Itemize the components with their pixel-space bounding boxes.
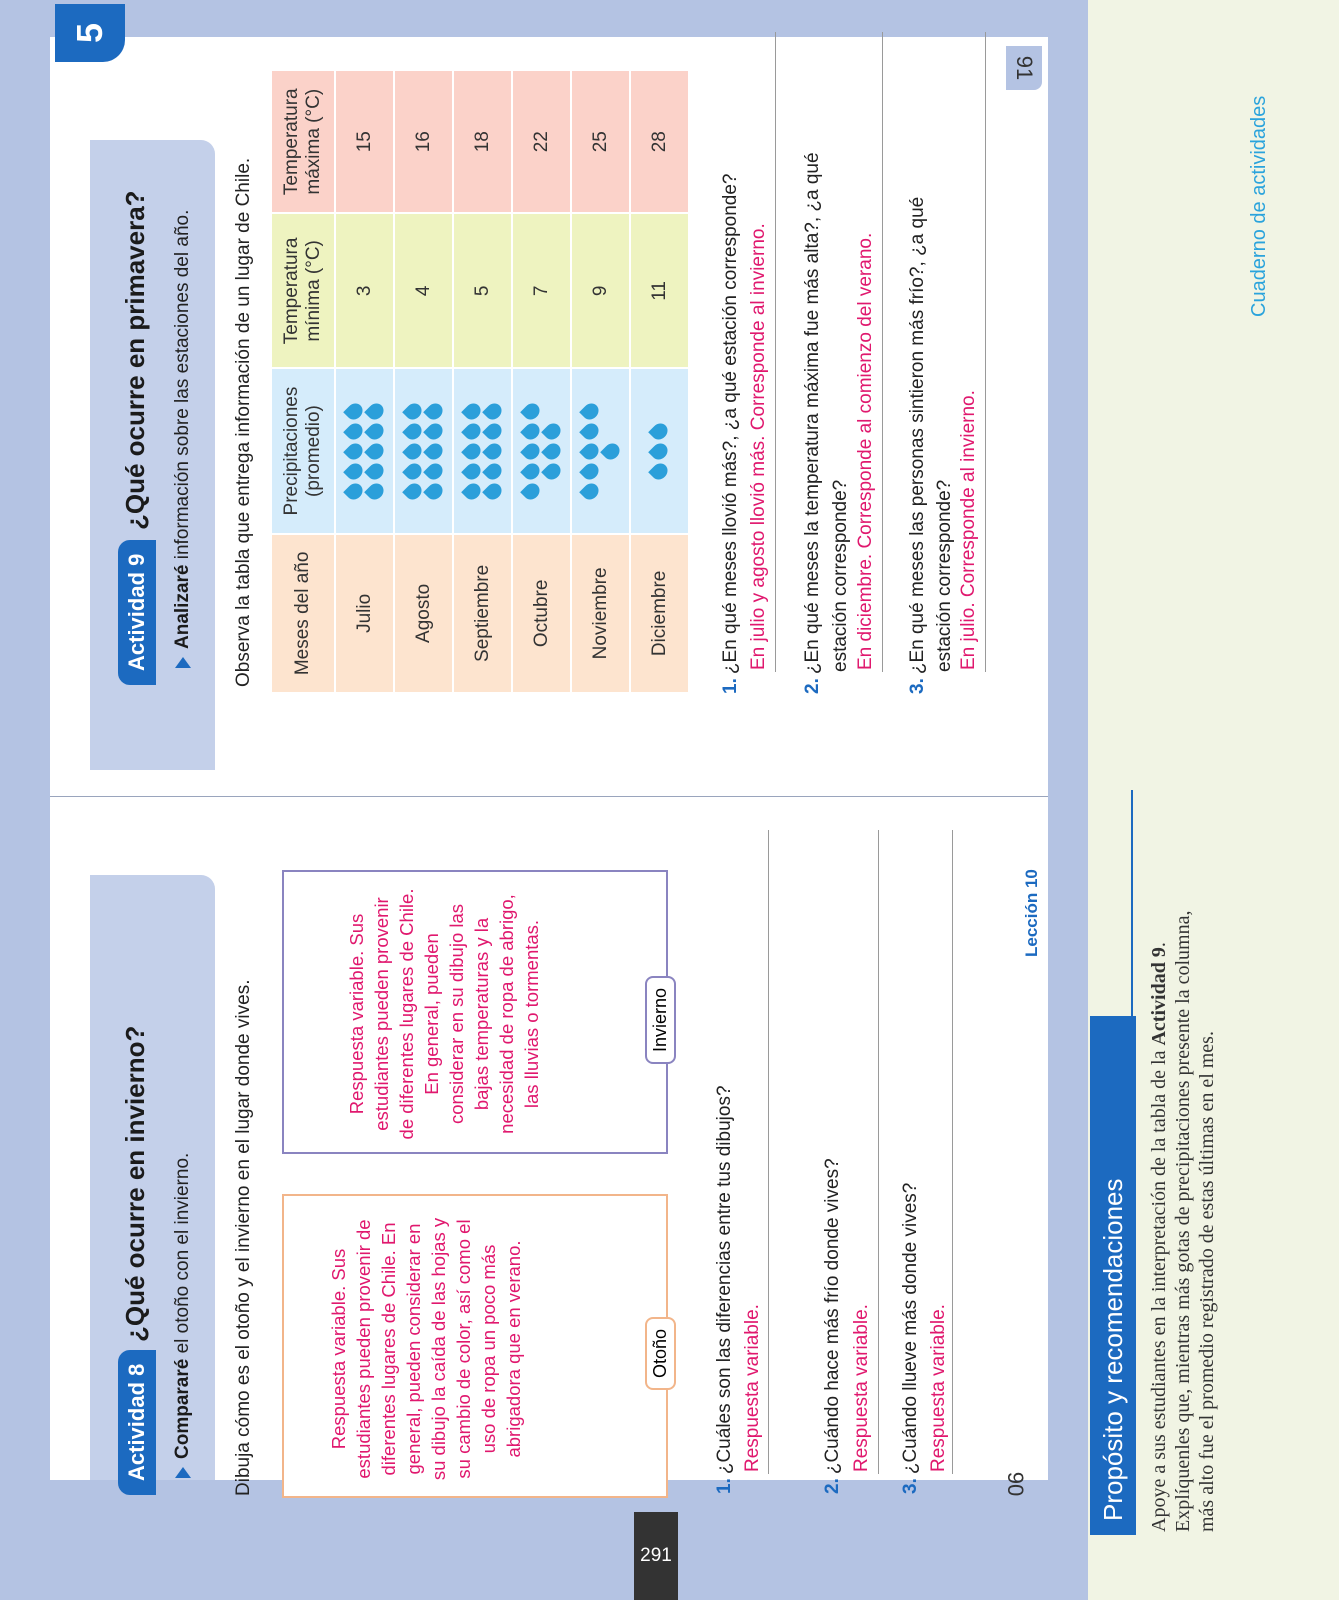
raindrop-icon: [579, 440, 602, 463]
table-body: [335, 70, 689, 692]
left-answer-1[interactable]: Respuesta variable.: [742, 1304, 763, 1472]
drops-group: [651, 401, 668, 501]
min-temp-cell: 7: [512, 213, 571, 368]
raindrop-icon: [579, 480, 602, 503]
precipitation-cell: [335, 368, 394, 533]
raindrop-icon: [423, 400, 446, 423]
raindrop-icon: [343, 440, 366, 463]
raindrop-icon: [461, 420, 484, 443]
right-question-2: 2.¿En qué meses la temperatura máxima fue más alta?, ¿a qué: [802, 152, 823, 694]
raindrop-icon: [579, 400, 602, 423]
raindrop-icon: [579, 420, 602, 443]
book-page-number-wrap: [634, 1512, 678, 1600]
precipitation-cell: [630, 368, 689, 533]
raindrop-icon: [402, 400, 425, 423]
purpose-heading: Propósito y recomendaciones: [1090, 1016, 1136, 1535]
invierno-label: Invierno: [645, 976, 676, 1064]
raindrop-icon: [482, 480, 505, 503]
purpose-line-1: Apoye a sus estudiantes en la interpretación de la tabla de la Actividad 9.: [1148, 942, 1170, 1532]
max-temp-cell: 25: [571, 70, 630, 213]
raindrop-icon: [364, 400, 387, 423]
purpose-line-3: más alto fue el promedio registrado de estas últimas en el mes.: [1196, 1031, 1218, 1532]
lesson-footer: Lección 10: [1022, 869, 1041, 957]
otono-answer-text: Respuesta variable. Sus estudiantes pueden provenir de diferentes lugares de Chile. En general, pueden considerar en su dibujo la caída de las hojas y su cambio de color, así como el uso de ropa un poco más abrigadora que en verano.: [328, 1217, 524, 1481]
answer-line: [952, 830, 953, 1474]
table-row: [453, 70, 512, 692]
raindrop-icon: [648, 420, 671, 443]
purpose-line-2: Explíquenles que, mientras más gotas de precipitaciones presente la columna,: [1172, 910, 1194, 1532]
raindrop-icon: [579, 460, 602, 483]
drops-group: [523, 401, 561, 501]
precipitation-cell: [571, 368, 630, 533]
left-page-number: 90: [1003, 1471, 1028, 1497]
table-row: [630, 70, 689, 692]
raindrop-icon: [364, 440, 387, 463]
drops-group: [582, 401, 620, 501]
activity-8-instruction: Dibuja cómo es el otoño y el invierno en el lugar donde vives.: [233, 979, 254, 1496]
month-cell: Agosto: [394, 534, 453, 692]
raindrop-icon: [520, 440, 543, 463]
workbook-label: Cuaderno de actividades: [1248, 95, 1270, 317]
raindrop-icon: [402, 460, 425, 483]
answer-line: [878, 830, 879, 1474]
raindrop-icon: [364, 420, 387, 443]
invierno-drawing-box[interactable]: [282, 870, 668, 1154]
min-temp-cell: 5: [453, 213, 512, 368]
right-answer-3[interactable]: En julio. Corresponde al invierno.: [958, 390, 979, 670]
spine: [50, 796, 1048, 797]
raindrop-icon: [423, 480, 446, 503]
max-temp-cell: 18: [453, 70, 512, 213]
raindrop-icon: [343, 480, 366, 503]
header-months: Meses del año: [272, 534, 335, 692]
table-row: [394, 70, 453, 692]
month-cell: Octubre: [512, 534, 571, 692]
header-min-temp: Temperatura mínima (°C): [272, 213, 335, 368]
triangle-bullet-icon: [175, 657, 191, 668]
header-precipitation: Precipitaciones (promedio): [272, 368, 335, 533]
max-temp-cell: 22: [512, 70, 571, 213]
raindrop-icon: [520, 480, 543, 503]
raindrop-icon: [600, 440, 623, 463]
precipitation-cell: [453, 368, 512, 533]
right-question-1: 1.¿En qué meses llovió más?, ¿a qué estación corresponde?: [720, 173, 741, 694]
right-question-3: 3.¿En qué meses las personas sintieron más frío?, ¿a qué: [907, 196, 928, 694]
raindrop-icon: [541, 460, 564, 483]
left-question-2: 2.¿Cuándo hace más frío donde vives?: [822, 1158, 843, 1494]
header-max-temp: Temperatura máxima (°C): [272, 70, 335, 213]
otono-drawing-box[interactable]: [282, 1194, 668, 1498]
right-question-2-cont: estación corresponde?: [830, 479, 851, 672]
answer-line: [768, 830, 769, 1474]
raindrop-icon: [648, 440, 671, 463]
drops-group: [464, 401, 502, 501]
left-question-1: 1.¿Cuáles son las diferencias entre tus dibujos?: [714, 1085, 735, 1494]
raindrop-icon: [520, 420, 543, 443]
triangle-bullet-icon: [175, 1467, 191, 1478]
table-row: [335, 70, 394, 692]
max-temp-cell: 16: [394, 70, 453, 213]
drops-group: [346, 401, 384, 501]
month-cell: Julio: [335, 534, 394, 692]
table-row: [512, 70, 571, 692]
activity-8-lead: Compararé el otoño con el invierno.: [172, 1153, 194, 1478]
raindrop-icon: [402, 440, 425, 463]
weather-table: [272, 69, 690, 692]
activity-8-badge: Actividad 8: [118, 1350, 156, 1495]
precipitation-cell: [394, 368, 453, 533]
right-answer-1[interactable]: En julio y agosto llovió más. Corresponde al invierno.: [748, 223, 769, 670]
raindrop-icon: [482, 440, 505, 463]
month-cell: Septiembre: [453, 534, 512, 692]
activity-9-lead: Analizaré información sobre las estaciones del año.: [172, 210, 194, 668]
raindrop-icon: [520, 460, 543, 483]
raindrop-icon: [541, 440, 564, 463]
raindrop-icon: [461, 480, 484, 503]
left-answer-3[interactable]: Respuesta variable.: [928, 1304, 949, 1472]
right-answer-2[interactable]: En diciembre. Corresponde al comienzo del verano.: [855, 232, 876, 670]
raindrop-icon: [482, 420, 505, 443]
answer-line: [985, 32, 986, 672]
raindrop-icon: [423, 440, 446, 463]
raindrop-icon: [364, 460, 387, 483]
raindrop-icon: [343, 400, 366, 423]
raindrop-icon: [402, 480, 425, 503]
left-page-number-wrap: [1002, 1464, 1038, 1504]
raindrop-icon: [364, 480, 387, 503]
raindrop-icon: [343, 420, 366, 443]
raindrop-icon: [423, 460, 446, 483]
raindrop-icon: [520, 400, 543, 423]
precipitation-cell: [512, 368, 571, 533]
activity-9-instruction: Observa la tabla que entrega información de un lugar de Chile.: [233, 157, 254, 687]
right-question-3-cont: estación corresponde?: [934, 479, 955, 672]
raindrop-icon: [482, 400, 505, 423]
otono-label: Otoño: [645, 1317, 676, 1390]
table-row: [571, 70, 630, 692]
left-answer-2[interactable]: Respuesta variable.: [851, 1304, 872, 1472]
raindrop-icon: [648, 460, 671, 483]
max-temp-cell: 28: [630, 70, 689, 213]
raindrop-icon: [343, 460, 366, 483]
raindrop-icon: [461, 400, 484, 423]
answer-line: [775, 32, 776, 672]
raindrop-icon: [482, 460, 505, 483]
invierno-answer-text: Respuesta variable. Sus estudiantes pueden provenir de diferentes lugares de Chile. En general, pueden considerar en su dibujo las bajas temperaturas y la necesidad de ropa de abrigo, las lluvias o tormentas.: [346, 888, 542, 1140]
max-temp-cell: 15: [335, 70, 394, 213]
month-cell: Diciembre: [630, 534, 689, 692]
activity-8-title: ¿Qué ocurre en invierno?: [120, 1025, 150, 1342]
raindrop-icon: [541, 420, 564, 443]
raindrop-icon: [461, 440, 484, 463]
min-temp-cell: 11: [630, 213, 689, 368]
min-temp-cell: 4: [394, 213, 453, 368]
unit-badge: 5: [55, 4, 125, 62]
raindrop-icon: [461, 460, 484, 483]
min-temp-cell: 9: [571, 213, 630, 368]
raindrop-icon: [402, 420, 425, 443]
right-page-number: 91: [1012, 55, 1037, 81]
min-temp-cell: 3: [335, 213, 394, 368]
right-page-number-wrap: [1006, 46, 1042, 90]
heading-rule: [1131, 790, 1133, 1020]
answer-line: [882, 32, 883, 672]
month-cell: Noviembre: [571, 534, 630, 692]
activity-9-badge: Actividad 9: [118, 540, 156, 685]
drops-group: [405, 401, 443, 501]
raindrop-icon: [423, 420, 446, 443]
book-page-number: 291: [640, 1545, 672, 1566]
activity-9-title: ¿Qué ocurre en primavera?: [120, 190, 150, 530]
left-question-3: 3.¿Cuándo llueve más donde vives?: [900, 1182, 921, 1494]
